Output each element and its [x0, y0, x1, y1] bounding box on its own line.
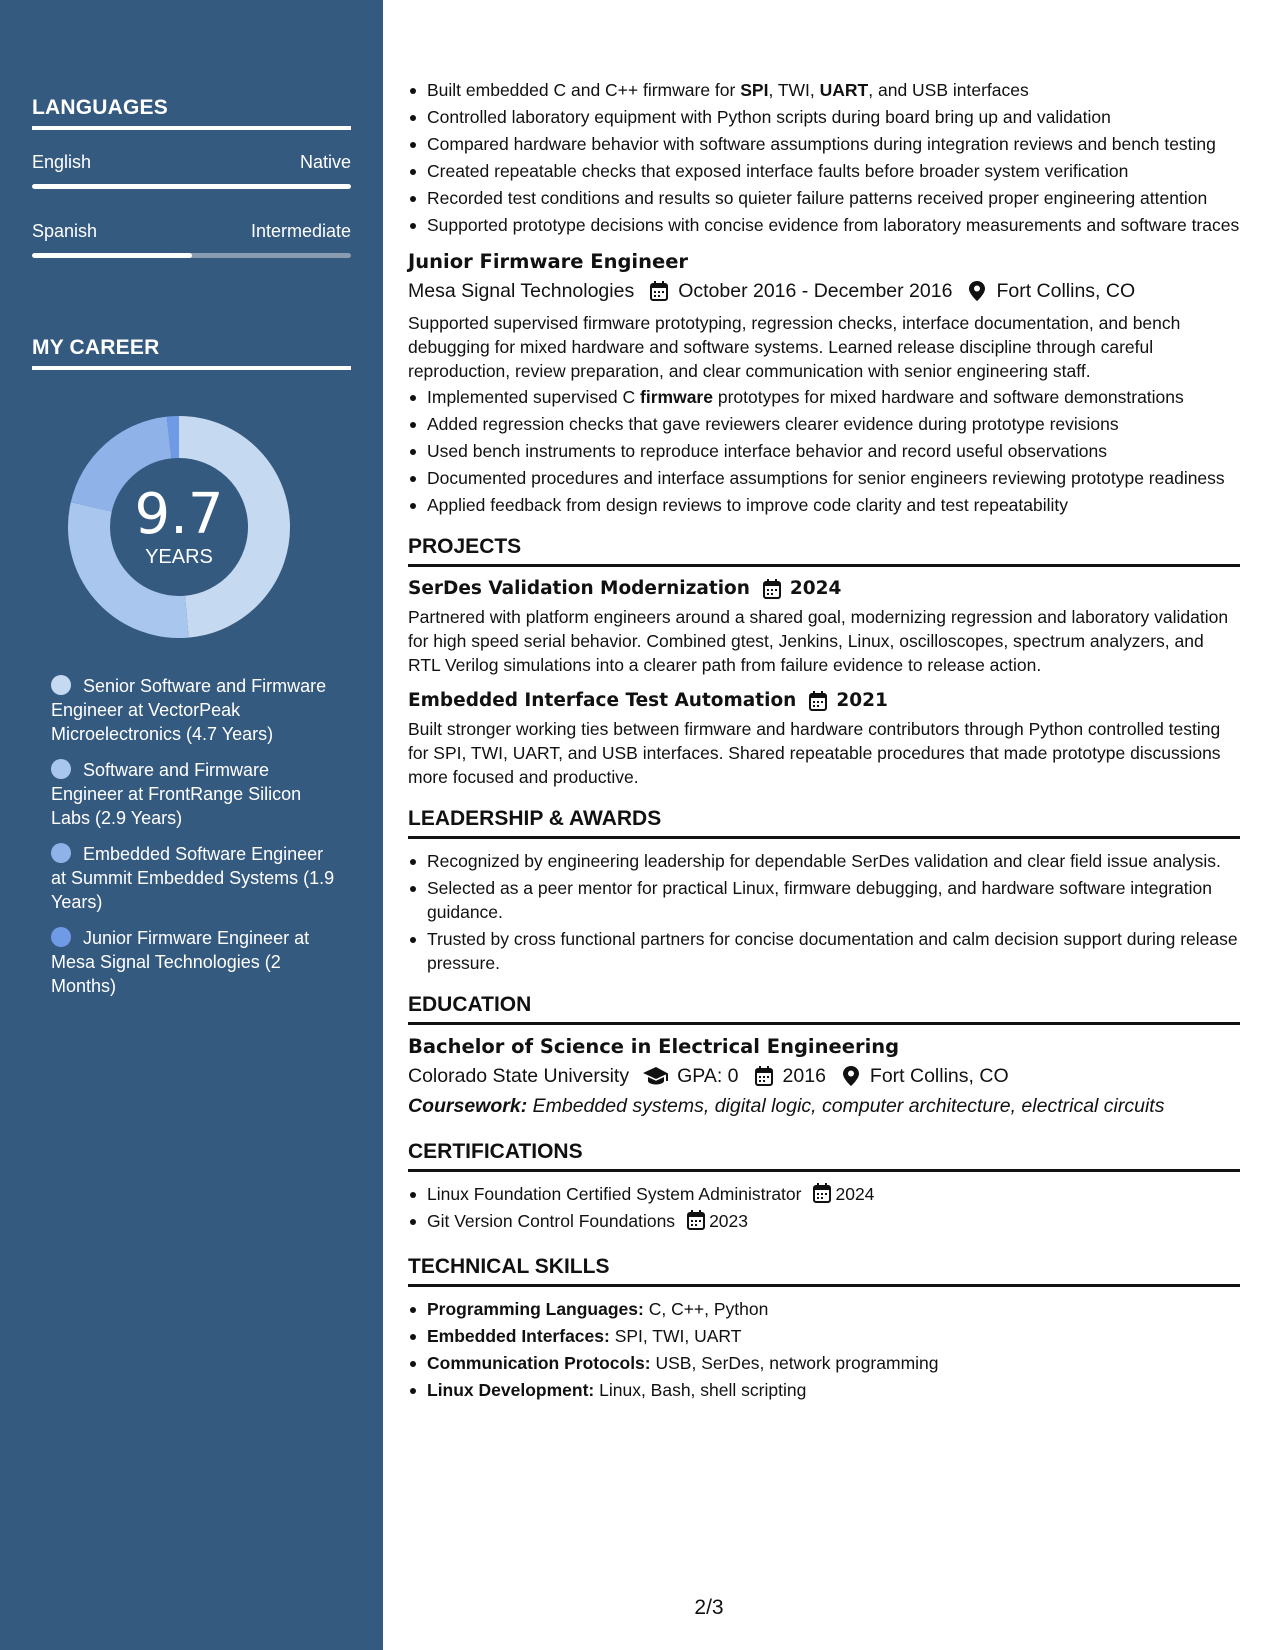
list-item: Communication Protocols: USB, SerDes, network programming	[408, 1351, 1240, 1375]
sidebar	[0, 0, 383, 1650]
project-title: Embedded Interface Test Automation 2021	[408, 690, 888, 711]
language-bar-spanish	[32, 253, 351, 258]
list-item: Added regression checks that gave reviewers clearer evidence during prototype revisions	[408, 412, 1240, 436]
list-item: Embedded Interfaces: SPI, TWI, UART	[408, 1324, 1240, 1348]
list-item: Applied feedback from design reviews to improve code clarity and test repeatability	[408, 493, 1240, 517]
project-title: SerDes Validation Modernization 2024	[408, 578, 842, 599]
legend-dot	[51, 843, 71, 863]
language-row-english	[32, 152, 351, 173]
leadership-heading: LEADERSHIP & AWARDS	[408, 807, 1240, 839]
job-meta	[408, 279, 1240, 303]
calendar-icon	[762, 579, 782, 599]
list-item: Linux Foundation Certified System Administrator 2024	[408, 1182, 1240, 1206]
coursework: Coursework: Embedded systems, digital logic, computer architecture, electrical circuits	[408, 1095, 1165, 1117]
career-heading: MY CAREER	[32, 336, 351, 370]
list-item: Recorded test conditions and results so quieter failure patterns received proper engineering attention	[408, 186, 1240, 210]
career-total-unit: YEARS	[145, 545, 213, 568]
list-item: Selected as a peer mentor for practical Linux, firmware debugging, and hardware software integration guidance.	[408, 876, 1240, 924]
job-dates: October 2016 - December 2016	[678, 280, 953, 302]
legend-dot	[51, 759, 71, 779]
calendar-icon	[808, 691, 828, 711]
company-name: Mesa Signal Technologies	[408, 280, 635, 302]
list-item: Built embedded C and C++ firmware for SPI, TWI, UART, and USB interfaces	[408, 78, 1240, 102]
career-item: Software and Firmware Engineer at FrontRange Silicon Labs (2.9 Years)	[51, 760, 302, 828]
job-summary: Supported supervised firmware prototyping, regression checks, interface documentation, and bench debugging for mixed hardware and software systems. Learned release discipline through careful reproduction, review preparation, and clear communication with senior engineering staff.	[408, 313, 1181, 381]
language-level: Native	[299, 152, 351, 172]
language-bar-english	[32, 184, 351, 189]
education-meta	[408, 1064, 1240, 1088]
education-heading: EDUCATION	[408, 993, 1240, 1025]
list-item: Recognized by engineering leadership for dependable SerDes validation and clear field issue analysis.	[408, 849, 1240, 873]
certifications-heading: CERTIFICATIONS	[408, 1140, 1240, 1172]
page-number: 2/3	[694, 1596, 724, 1619]
school-name: Colorado State University	[408, 1065, 630, 1087]
certifications-list	[408, 1182, 1240, 1233]
project-year: 2024	[789, 578, 842, 599]
project-description: Built stronger working ties between firmware and hardware contributors through Python controlled testing for SPI, TWI, UART, and USB interfaces. Shared repeatable procedures that made prototype discussions more focused and productive.	[408, 719, 1221, 787]
projects-heading: PROJECTS	[408, 535, 1240, 567]
job-location: Fort Collins, CO	[996, 280, 1136, 302]
calendar-icon	[687, 1210, 705, 1228]
job-title: Junior Firmware Engineer	[408, 250, 689, 273]
career-item: Junior Firmware Engineer at Mesa Signal Technologies (2 Months)	[51, 928, 310, 996]
gpa: GPA: 0	[677, 1065, 739, 1087]
language-name: English	[32, 152, 92, 172]
map-pin-icon	[840, 1065, 862, 1087]
language-name: Spanish	[32, 221, 98, 241]
list-item: Created repeatable checks that exposed interface faults before broader system verification	[408, 159, 1240, 183]
school-location: Fort Collins, CO	[869, 1065, 1009, 1087]
list-item: Trusted by cross functional partners for concise documentation and calm decision support during release pressure.	[408, 927, 1240, 975]
languages-heading: LANGUAGES	[32, 96, 351, 130]
list-item: Used bench instruments to reproduce interface behavior and record useful observations	[408, 439, 1240, 463]
language-level: Intermediate	[250, 221, 351, 241]
list-item: Programming Languages: C, C++, Python	[408, 1297, 1240, 1321]
graduation-year: 2016	[782, 1065, 826, 1087]
language-bar-fill	[32, 184, 351, 189]
calendar-icon	[813, 1183, 831, 1201]
graduation-cap-icon	[643, 1065, 669, 1087]
legend-dot	[51, 675, 71, 695]
map-pin-icon	[966, 280, 988, 302]
list-item: Linux Development: Linux, Bash, shell scripting	[408, 1378, 1240, 1402]
language-bar-fill	[32, 253, 192, 258]
list-item: Compared hardware behavior with software assumptions during integration reviews and bench testing	[408, 132, 1240, 156]
leadership-list	[408, 849, 1240, 975]
language-row-spanish	[32, 221, 351, 242]
list-item: Documented procedures and interface assumptions for senior engineers reviewing prototype readiness	[408, 466, 1240, 490]
list-item: Controlled laboratory equipment with Python scripts during board bring up and validation	[408, 105, 1240, 129]
project-description: Partnered with platform engineers around a shared goal, modernizing regression and laboratory validation for high speed serial behavior. Combined gtest, Jenkins, Linux, oscilloscopes, spectrum analyzers, and RTL Verilog simulations into a clearer path from failure evidence to release action.	[408, 607, 1229, 675]
list-item: Implemented supervised C firmware prototypes for mixed hardware and software demonstrations	[408, 385, 1240, 409]
skills-heading: TECHNICAL SKILLS	[408, 1255, 1240, 1287]
career-item: Senior Software and Firmware Engineer at VectorPeak Microelectronics (4.7 Years)	[51, 676, 327, 744]
main-content	[408, 78, 1240, 1405]
calendar-icon	[753, 1065, 775, 1087]
career-legend	[51, 674, 341, 1010]
calendar-icon	[648, 280, 670, 302]
list-item: Supported prototype decisions with concise evidence from laboratory measurements and software traces	[408, 213, 1240, 237]
skills-list	[408, 1297, 1240, 1402]
career-item: Embedded Software Engineer at Summit Embedded Systems (1.9 Years)	[51, 844, 335, 912]
career-donut-chart	[66, 414, 292, 640]
job-bullets	[408, 385, 1240, 517]
previous-job-bullets	[408, 78, 1240, 237]
legend-dot	[51, 927, 71, 947]
project-year: 2021	[836, 690, 888, 711]
career-total-years: 9.7	[134, 481, 224, 547]
list-item: Git Version Control Foundations 2023	[408, 1209, 1240, 1233]
degree-title: Bachelor of Science in Electrical Engineering	[408, 1035, 900, 1058]
